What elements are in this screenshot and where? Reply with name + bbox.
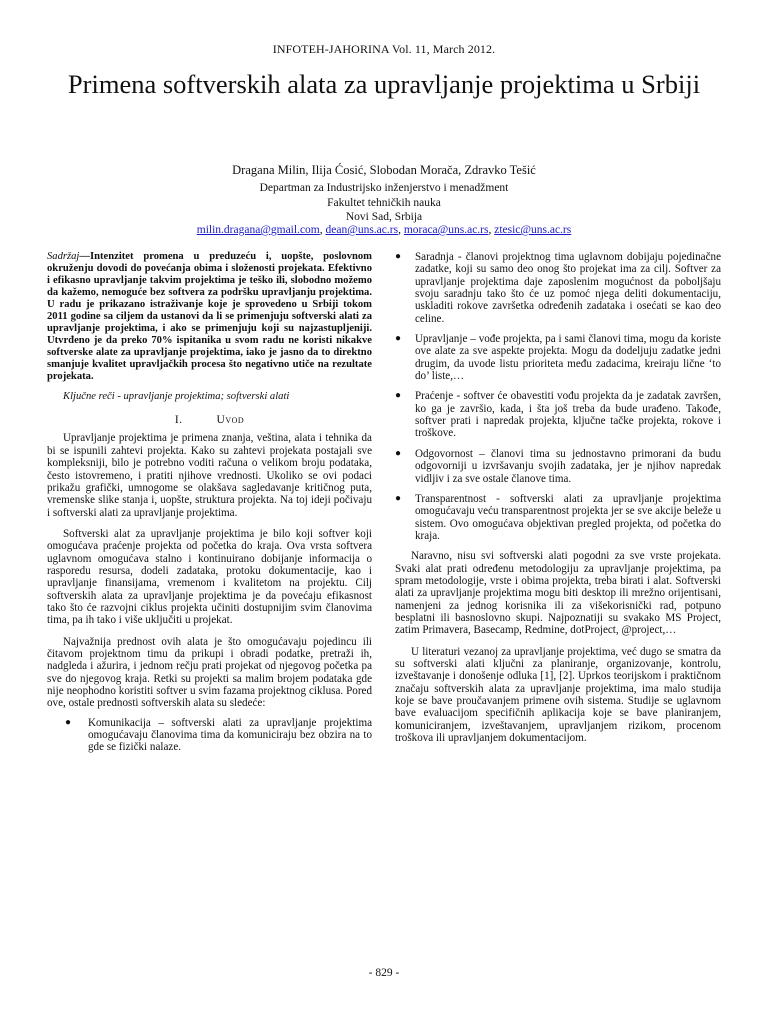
body-paragraph: Naravno, nisu svi softverski alati pogodni za sve vrste projekata. Svaki alat prati određenu metodologiju za upravljanje projektima, pa spram metodologije, vrste i obima projekta, treba birati i alat. Softverski alati za upravljanje projektima mogu biti desktop ili mrežno orijentisani, namenjeni za jednog korisnika ili za višekorisnički rad, potpuno besplatni ili basnoslovno skupi. Najpoznatiji su svakako MS Project, zatim Primavera, Basecamp, Redmine, dotProject, @project,… [395, 550, 721, 637]
running-head: INFOTEH-JAHORINA Vol. 11, March 2012. [272, 42, 496, 56]
abstract-dash: — [79, 251, 90, 262]
affiliation-city: Novi Sad, Srbija [345, 211, 423, 223]
abstract-label: Sadržaj [47, 251, 80, 262]
list-item [395, 251, 721, 325]
affiliation-faculty: Fakultet tehničkih nauka [327, 197, 441, 209]
section-title: Uvod [216, 414, 245, 427]
list-item-text: Upravljanje – vođe projekta, pa i sami članovi tima, mogu da koriste ove alate za sve aspekte projekta. Mogu da dodeljuju zadatke jedni drugim, da uvode listu prioriteta među zadacima, kreiraju lične ‘to do’ liste,… [415, 333, 721, 383]
list-item-text: Komunikacija – softverski alati za upravljanje projektima omogućavaju članovima tima da komuniciraju bez obzira na to gde se fizički nalaze. [88, 716, 372, 754]
body-paragraph: Softverski alat za upravljanje projektima je bilo koji softver koji omogućava praćenje projekta od početka do kraja. Ova vrsta softvera uglavnom omogućava stalno i kontinuirano dobijanje informacija o rasporedu resursa, dodeli zadataka, protoku dokumentacije, kao i upravljanje finansijama, vremenom i kvalitetom na projektu. Cilj softverskih alata za upravljanje projektima je da povećaju efikasnost tako što će razvojni ciklus projekta učiniti dostupnijim svim članovima tima, pa ih tako i više uključiti u projekat. [47, 527, 372, 627]
list-item [395, 390, 721, 439]
bullet-icon: ● [395, 251, 402, 262]
bullet-icon: ● [395, 492, 402, 504]
right-column [395, 251, 721, 744]
list-item [47, 717, 372, 754]
email-separator: , [319, 224, 326, 236]
paper-title: Primena softverskih alata za upravljanje projektima u Srbiji [67, 69, 701, 99]
email-link[interactable]: ztesic@uns.ac.rs [494, 224, 572, 236]
keywords: Ključne reči - upravljanje projektima; softverski alati [63, 391, 290, 403]
abstract [47, 251, 372, 382]
left-column [47, 251, 372, 762]
bullet-icon: ● [65, 716, 72, 728]
email-separator: , [398, 224, 404, 236]
email-list [0, 224, 768, 236]
section-heading [47, 414, 372, 426]
list-item-text: Transparentnost - softverski alati za upravljanje projektima omogućavaju veću transparentnost projekta jer se sve akcije beleže u sistem. Ovo omogućava objektivan pregled projekta, od početka do kraja. [415, 492, 721, 542]
body-paragraph: U literaturi vezanoj za upravljanje projektima, već dugo se smatra da su softverski alati ključni za planiranje, organizovanje, kontrolu, izveštavanje i donošenje odluka [1], [2]. Uprkos teorijskom i praktičnom značaju softverskih alata za upravljanje projektima, ima malo studija koje se bave proučavanjem primene ovih sistema. Studije se uglavnom bave evaluacijom specifičnih aplikacija koje se bave planiranjem, komuniciranjem, izveštavanjem, upravljanjem rizikom, procenom troškova ili upravljanjem dokumentacijom. [395, 645, 721, 745]
page-number: - 829 - [368, 967, 400, 979]
section-number: I. [174, 414, 183, 427]
list-item-text: Saradnja - članovi projektnog tima uglavnom dobijaju pojedinačne zadatke, koji su samo deo onog što projekat ima za cilj. Softver za upravljanje projektima daje zaposlenim mogućnost da poboljšaju svoju saradnju tako što će uz pomoć njega deliti dokumentaciju, uskladiti rokove završetka određenih zadataka i osećati se kao deo celine. [415, 251, 721, 325]
email-link[interactable]: moraca@uns.ac.rs [403, 224, 489, 236]
list-item [395, 448, 721, 485]
abstract-text: Intenzitet promena u preduzeću i, uopšte, poslovnom okruženju dovodi do povećanja obima i složenosti projekata. Efektivno i efikasno upravljanje takvim projektima je teško ili, slobodno možemo da kažemo, nemoguće bez softvera za podršku upravljanju projektima. U radu je prikazano istraživanje koje je sprovedeno u Srbiji tokom 2011 godine sa ciljem da ustanovi da li se primenjuju softverski alati za upravljanje projektima, i ako se primenjuju koji su najzastupljeniji. Utvrđeno je da preko 70% ispitanika u svom radu ne koristi nikakve softverske alate za upravljanje projektima, iako je jasno da to direktno smanjuje kvalitet upravljačkih procesa što negativno utiče na rezultate projekata. [47, 251, 372, 382]
bullet-icon: ● [395, 333, 402, 345]
email-separator: , [488, 224, 495, 236]
body-paragraph: Upravljanje projektima je primena znanja, veština, alata i tehnika da bi se ispunili zahtevi projekta. Kako su zahtevi projekata postajali sve kompleksniji, bilo je potrebno voditi računa o velikom broju podataka, često istovremeno, i pratiti njihove vrednosti. Ukoliko se ovi podaci prikažu grafički, umnogome se olakšava sagledavanje kritičnog puta, vremenske slike stanja i, uopšte, struktura projekta. Na toj ideji počivaju i softverski alati za upravljanje projektima. [47, 432, 372, 519]
list-item [395, 493, 721, 542]
email-link[interactable]: milin.dragana@gmail.com [196, 224, 320, 236]
email-link[interactable]: dean@uns.ac.rs [325, 224, 399, 236]
body-paragraph: Najvažnija prednost ovih alata je što omogućavaju pojedincu ili čitavom projektnom timu da prikupi i obradi podatke, pretraži ih, nadgleda i ažurira, i jednom rečju prati projekat od njegovog početka pa sve do njegovog kraja. Retki su projekti sa malim brojem podataka gde nije neophodno koristiti softver u svim fazama projektnog ciklusa. Pored ove, ostale prednosti softverskih alata su sledeće: [47, 635, 372, 710]
bullet-icon: ● [395, 447, 402, 459]
list-item-text: Praćenje - softver će obavestiti vođu projekta da je zadatak završen, ko ga je završio, kada, i šta još treba da bude urađeno. Takođe, softver prati i napredak projekta, ključne tačke projekta, rokove i troškove. [415, 390, 721, 440]
bullet-icon: ● [395, 390, 402, 402]
author-list: Dragana Milin, Ilija Ćosić, Slobodan Morača, Zdravko Tešić [232, 163, 536, 177]
advantages-list-continued [395, 251, 721, 542]
affiliation-department: Departman za Industrijsko inženjerstvo i menadžment [259, 182, 509, 194]
advantages-list [47, 717, 372, 754]
list-item [395, 333, 721, 382]
list-item-text: Odgovornost – članovi tima su jednostavno primorani da budu odgovorniji u izvršavanju svojih zadataka, jer je njihov napredak vidljiv i za sve ostale članove tima. [415, 447, 721, 485]
